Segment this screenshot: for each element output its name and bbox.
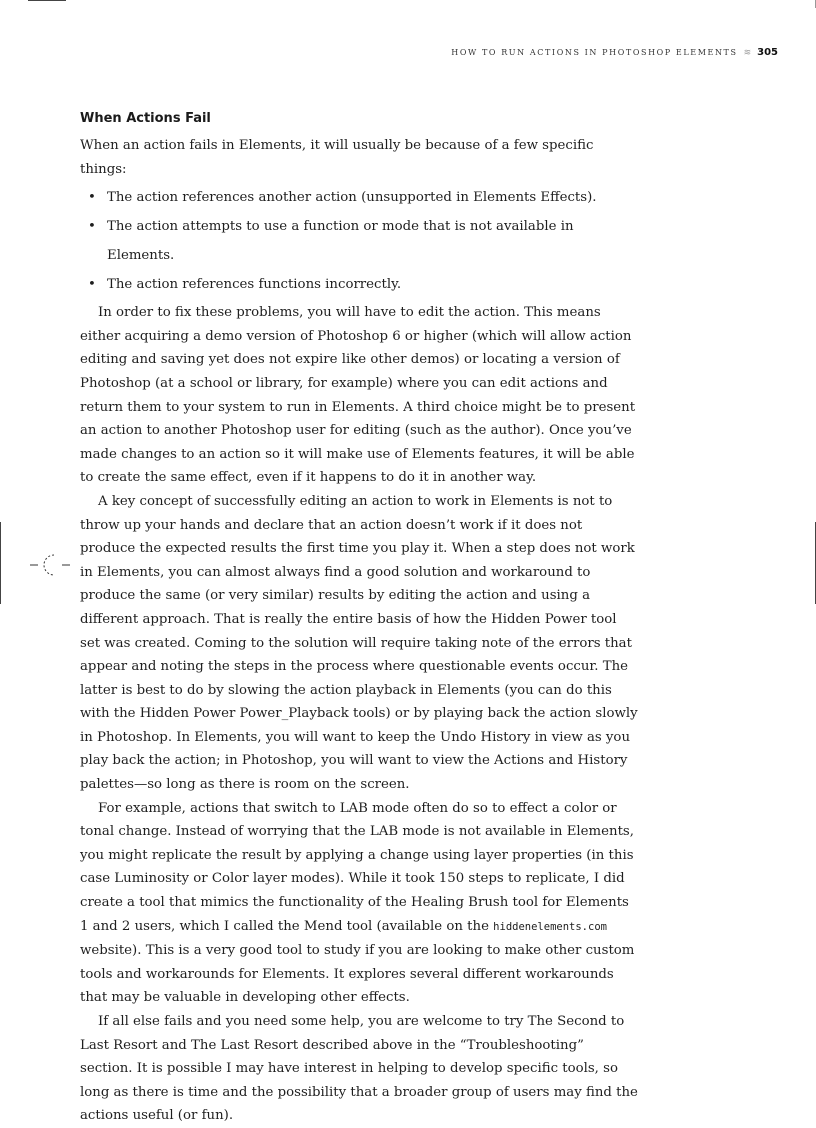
page-body: [80, 108, 640, 1128]
list-item-text: The action references functions incorrectly.: [107, 277, 402, 293]
page-number: 305: [757, 47, 778, 58]
list-item: [80, 183, 640, 212]
list-item-text: The action attempts to use a function or mode that is not available in Elements.: [107, 219, 574, 264]
crop-mark-top: [28, 0, 66, 1]
running-title: HOW TO RUN ACTIONS IN PHOTOSHOP ELEMENTS: [451, 48, 738, 57]
bullet-icon: •: [88, 277, 96, 293]
paragraph-last-resort: If all else fails and you need some help, you are welcome to try The Second to Last Resort and The Last Resort described above in the “Troubleshooting” section. It is possible I may have interest in helping to develop specific tools, so long as there is time and the possibility that a broader group of users may find the actions useful (or fun).: [80, 1014, 638, 1124]
registration-mark-icon: [30, 550, 70, 580]
intro-paragraph: When an action fails in Elements, it will usually be because of a few specific things:: [80, 138, 594, 177]
paragraph-fixing-problems: In order to fix these problems, you will have to edit the action. This means either acquiring a demo version of Photoshop 6 or higher (which will allow action editing and saving yet does not expire like other demos) or locating a version of Photoshop (at a school or library, for example) where you can edit actions and return them to your system to run in Elements. A third choice might be to present an action to another Photoshop user for editing (such as the author). Once you’ve made changes to an action so it will make use of Elements features, it will be able to create the same effect, even if it happens to do it in another way.: [80, 305, 636, 486]
section-heading: When Actions Fail: [80, 111, 211, 126]
list-item-text: The action references another action (unsupported in Elements Effects).: [107, 190, 597, 206]
paragraph-text: website). This is a very good tool to study if you are looking to make other custom tools and workarounds for Elements. It explores several different workarounds that may be valuable in developing other effects.: [80, 943, 635, 1006]
list-item: [80, 270, 640, 299]
paragraph-text: For example, actions that switch to LAB mode often do so to effect a color or tonal change. Instead of worrying that the LAB mode is not available in Elements, you might replicate the result by applying a change using layer properties (in this case Luminosity or Color layer modes). While it took 150 steps to replicate, I did create a tool that mimics the functionality of the Healing Brush tool for Elements 1 and 2 users, which I called the Mend tool (available on the: [80, 800, 634, 934]
paragraph-lab-mode-example: [80, 797, 640, 1010]
bullet-icon: •: [88, 190, 96, 206]
running-header: [451, 47, 778, 58]
header-separator-icon: ≋: [743, 48, 752, 58]
paragraph-key-concept: A key concept of successfully editing an action to work in Elements is not to throw up your hands and declare that an action doesn’t work if it does not produce the expected results the first time you play it. When a step does not work in Elements, you can almost always find a good solution and workaround to produce the same (or very similar) results by editing the action and using a different approach. That is really the entire basis of how the Hidden Power tool set was created. Coming to the solution will require taking note of the errors that appear and noting the steps in the process where questionable events occur. The latter is best to do by slowing the action playback in Elements (you can do this with the Hidden Power Power_Playback tools) or by playing back the action slowly in Photoshop. In Elements, you will want to keep the Undo History in view as you play back the action; in Photoshop, you will want to view the Actions and History palettes—so long as there is room on the screen.: [80, 493, 638, 793]
failure-reasons-list: [80, 183, 640, 299]
registration-line-left: [0, 522, 1, 604]
bullet-icon: •: [88, 219, 96, 235]
website-url: hiddenelements.com: [493, 920, 607, 933]
list-item: [80, 212, 640, 270]
